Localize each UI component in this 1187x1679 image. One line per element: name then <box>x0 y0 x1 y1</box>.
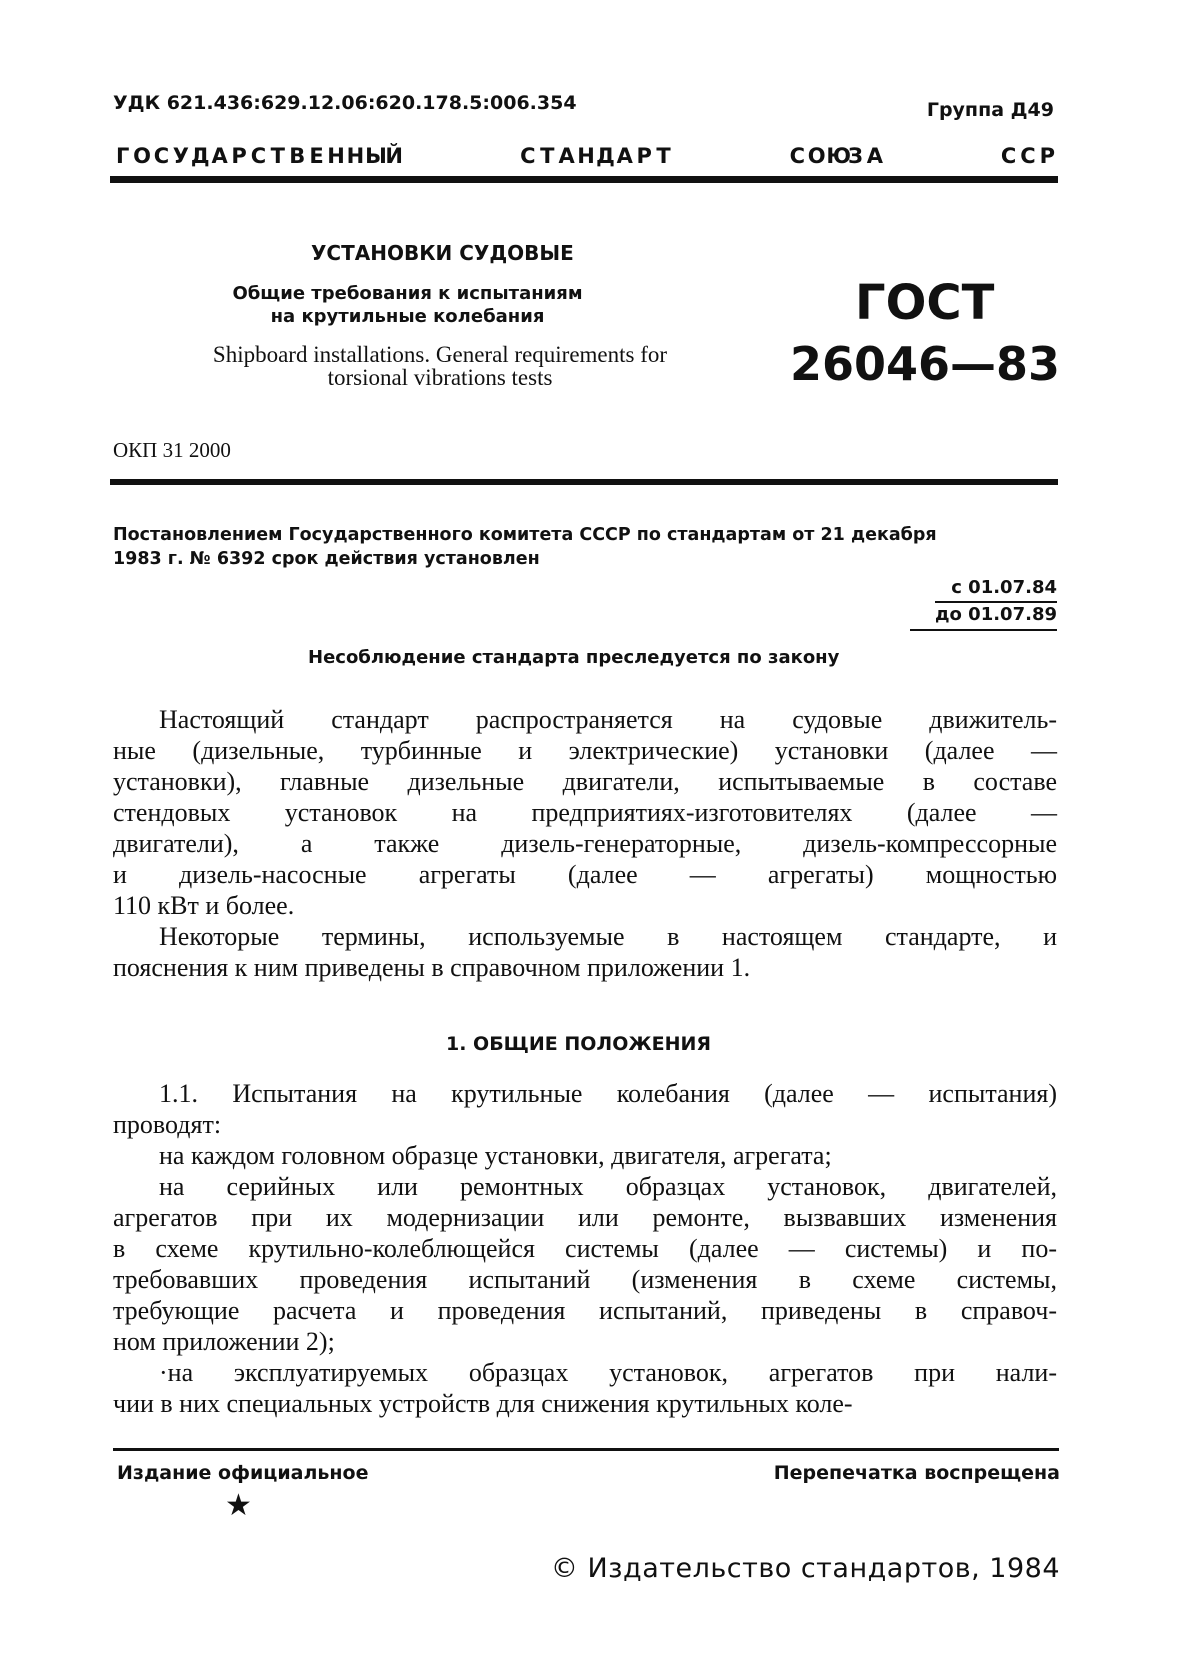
official-edition: Издание официальное <box>117 1462 369 1484</box>
decree-line-1: Постановлением Государственного комитета СССР по стандартам от 21 декабря <box>113 525 937 545</box>
text-line: в схеме крутильно-колеблющейся системы (далее — системы) и по- <box>113 1234 1057 1263</box>
text-line: агрегатов при их модернизации или ремонте, вызвавших изменения <box>113 1203 1057 1232</box>
section-paragraph-1 <box>113 1078 1057 1140</box>
text-line: ·на эксплуатируемых образцах установок, агрегатов при нали- <box>159 1358 1057 1387</box>
legal-notice: Несоблюдение стандарта преследуется по закону <box>308 647 840 668</box>
gost-number: 26046—83 <box>790 337 1061 391</box>
heading-word: С С Р <box>1000 144 1055 168</box>
text-line: стендовых установок на предприятиях-изготовителях (далее — <box>113 798 1057 827</box>
text-line: на серийных или ремонтных образцах установок, двигателей, <box>159 1172 1057 1201</box>
title-en-line-1: Shipboard installations. General requirements for <box>212 342 668 367</box>
subtitle-line-2: на крутильные колебания <box>270 306 545 327</box>
text-line: на каждом головном образце установки, двигателя, агрегата; <box>159 1141 832 1170</box>
decree-line-2: 1983 г. № 6392 срок действия установлен <box>113 549 540 569</box>
text-line: Настоящий стандарт распространяется на судовые движитель- <box>159 705 1057 734</box>
validity-rule-2 <box>910 629 1057 631</box>
text-line: пояснения к ним приведены в справочном приложении 1. <box>113 953 751 982</box>
text-line: Некоторые термины, используемые в настоящем стандарте, и <box>159 922 1057 951</box>
okp-code: ОКП 31 2000 <box>113 438 231 462</box>
text-line: 1.1. Испытания на крутильные колебания (далее — испытания) <box>159 1079 1057 1108</box>
copyright: © Издательство стандартов, 1984 <box>550 1553 1060 1584</box>
section-heading: 1. ОБЩИЕ ПОЛОЖЕНИЯ <box>446 1033 712 1055</box>
text-line: ном приложении 2); <box>113 1327 335 1356</box>
decree-text <box>113 523 1057 571</box>
text-line: проводят: <box>113 1110 222 1139</box>
validity-rule-1 <box>935 601 1057 603</box>
document-title-ru: УСТАНОВКИ СУДОВЫЕ <box>311 241 574 265</box>
standard-heading <box>113 144 1057 168</box>
title-rule <box>110 479 1058 485</box>
text-line: ные (дизельные, турбинные и электрические) установки (далее — <box>113 736 1057 765</box>
heading-word: С О Ю З А <box>789 144 883 168</box>
text-line: требовавших проведения испытаний (изменения в схеме системы, <box>113 1265 1057 1294</box>
udk-code: УДК 621.436:629.12.06:620.178.5:006.354 <box>113 92 577 114</box>
group-code: Группа Д49 <box>926 99 1054 121</box>
valid-from: с 01.07.84 <box>951 577 1057 598</box>
text-line: установки), главные дизельные двигатели, испытываемые в составе <box>113 767 1057 796</box>
document-subtitle-ru <box>150 282 665 328</box>
text-line: и дизель-насосные агрегаты (далее — агрегаты) мощностью <box>113 860 1057 889</box>
subtitle-line-1: Общие требования к испытаниям <box>232 283 583 304</box>
text-line: двигатели), а также дизель-генераторные, дизель-компрессорные <box>113 829 1057 858</box>
intro-paragraph-2 <box>113 921 1057 983</box>
section-paragraph-3 <box>113 1171 1057 1357</box>
text-line: требующие расчета и проведения испытаний, приведены в справоч- <box>113 1296 1057 1325</box>
title-en-line-2: torsional vibrations tests <box>327 365 553 390</box>
star-icon: ★ <box>225 1489 252 1522</box>
gost-label: ГОСТ <box>855 275 995 331</box>
heading-word: Г О С У Д А Р С Т В Е Н Н Ы Й <box>116 144 403 168</box>
section-paragraph-2 <box>113 1140 1057 1171</box>
text-line: 110 кВт и более. <box>113 891 295 920</box>
section-paragraph-4 <box>113 1357 1057 1419</box>
heading-word: С Т А Н Д А Р Т <box>520 144 671 168</box>
text-line: чии в них специальных устройств для снижения крутильных коле- <box>113 1389 853 1418</box>
reprint-notice: Перепечатка воспрещена <box>773 1462 1060 1484</box>
intro-paragraph-1 <box>113 704 1057 921</box>
footer-rule <box>113 1448 1059 1451</box>
document-title-en <box>150 343 730 389</box>
heading-rule <box>110 176 1058 183</box>
valid-to: до 01.07.89 <box>935 604 1057 625</box>
